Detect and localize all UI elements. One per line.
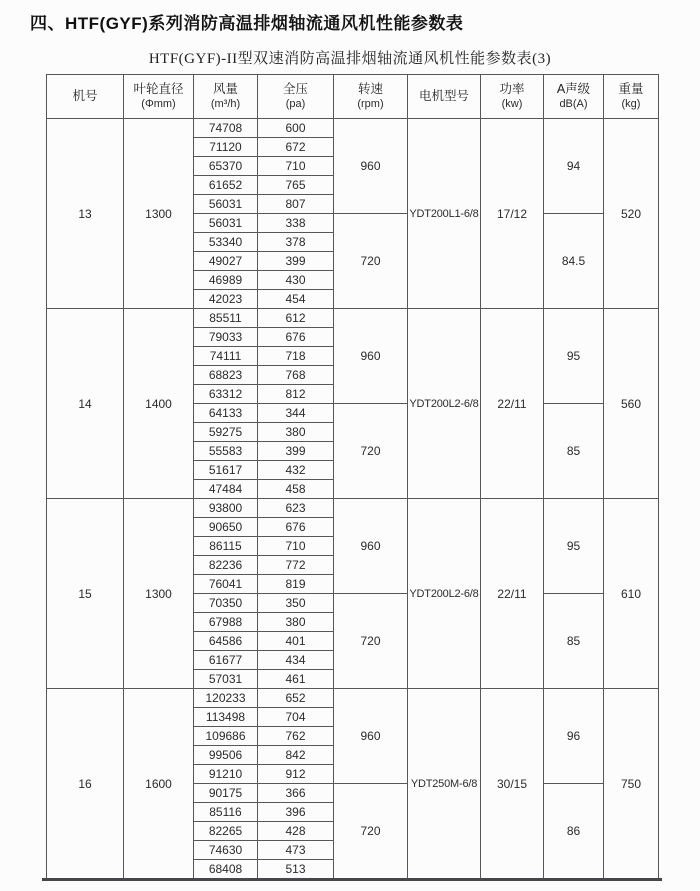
pressure-cell: 513: [258, 860, 334, 879]
pressure-cell: 765: [258, 176, 334, 195]
page-title: 四、HTF(GYF)系列消防高温排烟轴流通风机性能参数表: [30, 14, 464, 33]
motor-model-cell: YDT200L2-6/8: [408, 309, 481, 499]
flow-cell: 57031: [194, 670, 258, 689]
weight-cell: 750: [604, 689, 659, 879]
pressure-cell: 430: [258, 271, 334, 290]
noise-cell: 94: [544, 119, 604, 214]
flow-cell: 68408: [194, 860, 258, 879]
table-row: [47, 689, 659, 708]
power-cell: 17/12: [481, 119, 544, 309]
flow-cell: 56031: [194, 195, 258, 214]
flow-cell: 61677: [194, 651, 258, 670]
motor-model-cell: YDT250M-6/8: [408, 689, 481, 879]
pressure-cell: 378: [258, 233, 334, 252]
pressure-cell: 380: [258, 613, 334, 632]
fan-no-cell: 13: [47, 119, 124, 309]
flow-cell: 64586: [194, 632, 258, 651]
power-cell: 30/15: [481, 689, 544, 879]
flow-cell: 120233: [194, 689, 258, 708]
flow-cell: 59275: [194, 423, 258, 442]
pressure-cell: 380: [258, 423, 334, 442]
header-sub: (pa): [285, 98, 306, 111]
rpm-cell: 720: [334, 784, 408, 879]
pressure-cell: 762: [258, 727, 334, 746]
pressure-cell: 434: [258, 651, 334, 670]
noise-cell: 84.5: [544, 214, 604, 309]
flow-cell: 109686: [194, 727, 258, 746]
header-label: 功率: [499, 82, 525, 97]
noise-cell: 95: [544, 309, 604, 404]
fan-no-cell: 16: [47, 689, 124, 879]
flow-cell: 71120: [194, 138, 258, 157]
pressure-cell: 401: [258, 632, 334, 651]
pressure-cell: 350: [258, 594, 334, 613]
flow-cell: 74708: [194, 119, 258, 138]
pressure-cell: 366: [258, 784, 334, 803]
pressure-cell: 710: [258, 157, 334, 176]
flow-cell: 91210: [194, 765, 258, 784]
pressure-cell: 600: [258, 119, 334, 138]
header-label: 全压: [282, 82, 308, 97]
flow-cell: 90650: [194, 518, 258, 537]
col-header-total-pressure: [258, 75, 334, 119]
col-header-motor-model: [408, 75, 481, 119]
fan-no-cell: 15: [47, 499, 124, 689]
pressure-cell: 454: [258, 290, 334, 309]
pressure-cell: 473: [258, 841, 334, 860]
weight-cell: 560: [604, 309, 659, 499]
flow-cell: 49027: [194, 252, 258, 271]
pressure-cell: 704: [258, 708, 334, 727]
pressure-cell: 652: [258, 689, 334, 708]
header-label: A声级: [556, 82, 591, 97]
diameter-cell: 1400: [124, 309, 194, 499]
performance-table-body: [47, 119, 659, 879]
col-header-speed: [334, 75, 408, 119]
pressure-cell: 461: [258, 670, 334, 689]
pressure-cell: 458: [258, 480, 334, 499]
flow-cell: 61652: [194, 176, 258, 195]
rpm-cell: 720: [334, 594, 408, 689]
flow-cell: 42023: [194, 290, 258, 309]
header-sub: (kw): [501, 98, 523, 111]
table-caption: HTF(GYF)-II型双速消防高温排烟轴流通风机性能参数表(3): [148, 51, 552, 67]
noise-cell: 95: [544, 499, 604, 594]
header-label: 转速: [357, 82, 383, 97]
flow-cell: 82236: [194, 556, 258, 575]
flow-cell: 56031: [194, 214, 258, 233]
flow-cell: 67988: [194, 613, 258, 632]
flow-cell: 68823: [194, 366, 258, 385]
pressure-cell: 819: [258, 575, 334, 594]
pressure-cell: 676: [258, 518, 334, 537]
pressure-cell: 623: [258, 499, 334, 518]
header-sub: dB(A): [559, 98, 588, 111]
header-sub: (rpm): [357, 98, 384, 111]
pressure-cell: 396: [258, 803, 334, 822]
col-header-air-flow: [194, 75, 258, 119]
noise-cell: 96: [544, 689, 604, 784]
header-sub: (Φmm): [141, 98, 176, 111]
power-cell: 22/11: [481, 309, 544, 499]
rpm-cell: 960: [334, 499, 408, 594]
flow-cell: 86115: [194, 537, 258, 556]
header-sub: (m³/h): [210, 98, 241, 111]
table-row: [47, 309, 659, 328]
pressure-cell: 772: [258, 556, 334, 575]
pressure-cell: 338: [258, 214, 334, 233]
weight-cell: 520: [604, 119, 659, 309]
flow-cell: 90175: [194, 784, 258, 803]
weight-cell: 610: [604, 499, 659, 689]
flow-cell: 74111: [194, 347, 258, 366]
pressure-cell: 399: [258, 252, 334, 271]
noise-cell: 85: [544, 594, 604, 689]
noise-cell: 86: [544, 784, 604, 879]
pressure-cell: 912: [258, 765, 334, 784]
motor-model-cell: YDT200L1-6/8: [408, 119, 481, 309]
pressure-cell: 807: [258, 195, 334, 214]
flow-cell: 65370: [194, 157, 258, 176]
flow-cell: 85116: [194, 803, 258, 822]
flow-cell: 79033: [194, 328, 258, 347]
table-header: [47, 75, 659, 119]
diameter-cell: 1300: [124, 499, 194, 689]
table-row: [47, 119, 659, 138]
flow-cell: 82265: [194, 822, 258, 841]
col-header-impeller-diameter: [124, 75, 194, 119]
pressure-cell: 344: [258, 404, 334, 423]
pressure-cell: 428: [258, 822, 334, 841]
col-header-weight: [604, 75, 659, 119]
rpm-cell: 960: [334, 119, 408, 214]
pressure-cell: 842: [258, 746, 334, 765]
power-cell: 22/11: [481, 499, 544, 689]
diameter-cell: 1300: [124, 119, 194, 309]
motor-model-cell: YDT200L2-6/8: [408, 499, 481, 689]
pressure-cell: 676: [258, 328, 334, 347]
flow-cell: 76041: [194, 575, 258, 594]
fan-no-cell: 14: [47, 309, 124, 499]
pressure-cell: 399: [258, 442, 334, 461]
flow-cell: 46989: [194, 271, 258, 290]
pressure-cell: 718: [258, 347, 334, 366]
rpm-cell: 720: [334, 404, 408, 499]
flow-cell: 55583: [194, 442, 258, 461]
diameter-cell: 1600: [124, 689, 194, 879]
col-header-noise-level: [544, 75, 604, 119]
pressure-cell: 612: [258, 309, 334, 328]
rpm-cell: 720: [334, 214, 408, 309]
header-label: 机号: [72, 89, 98, 104]
pressure-cell: 432: [258, 461, 334, 480]
flow-cell: 51617: [194, 461, 258, 480]
col-header-power: [481, 75, 544, 119]
flow-cell: 85511: [194, 309, 258, 328]
pressure-cell: 710: [258, 537, 334, 556]
flow-cell: 47484: [194, 480, 258, 499]
flow-cell: 64133: [194, 404, 258, 423]
rpm-cell: 960: [334, 689, 408, 784]
flow-cell: 113498: [194, 708, 258, 727]
flow-cell: 74630: [194, 841, 258, 860]
noise-cell: 85: [544, 404, 604, 499]
col-header-fan-no: [47, 75, 124, 119]
header-row: [47, 75, 659, 119]
rpm-cell: 960: [334, 309, 408, 404]
flow-cell: 70350: [194, 594, 258, 613]
header-label: 风量: [212, 82, 238, 97]
flow-cell: 63312: [194, 385, 258, 404]
flow-cell: 99506: [194, 746, 258, 765]
pressure-cell: 672: [258, 138, 334, 157]
performance-table: [46, 74, 659, 879]
header-label: 电机型号: [418, 89, 469, 104]
header-label: 叶轮直径: [133, 82, 184, 97]
flow-cell: 53340: [194, 233, 258, 252]
pressure-cell: 812: [258, 385, 334, 404]
header-label: 重量: [618, 82, 644, 97]
header-sub: (kg): [621, 98, 641, 111]
table-row: [47, 499, 659, 518]
page-bottom-rule: [42, 878, 662, 881]
pressure-cell: 768: [258, 366, 334, 385]
flow-cell: 93800: [194, 499, 258, 518]
